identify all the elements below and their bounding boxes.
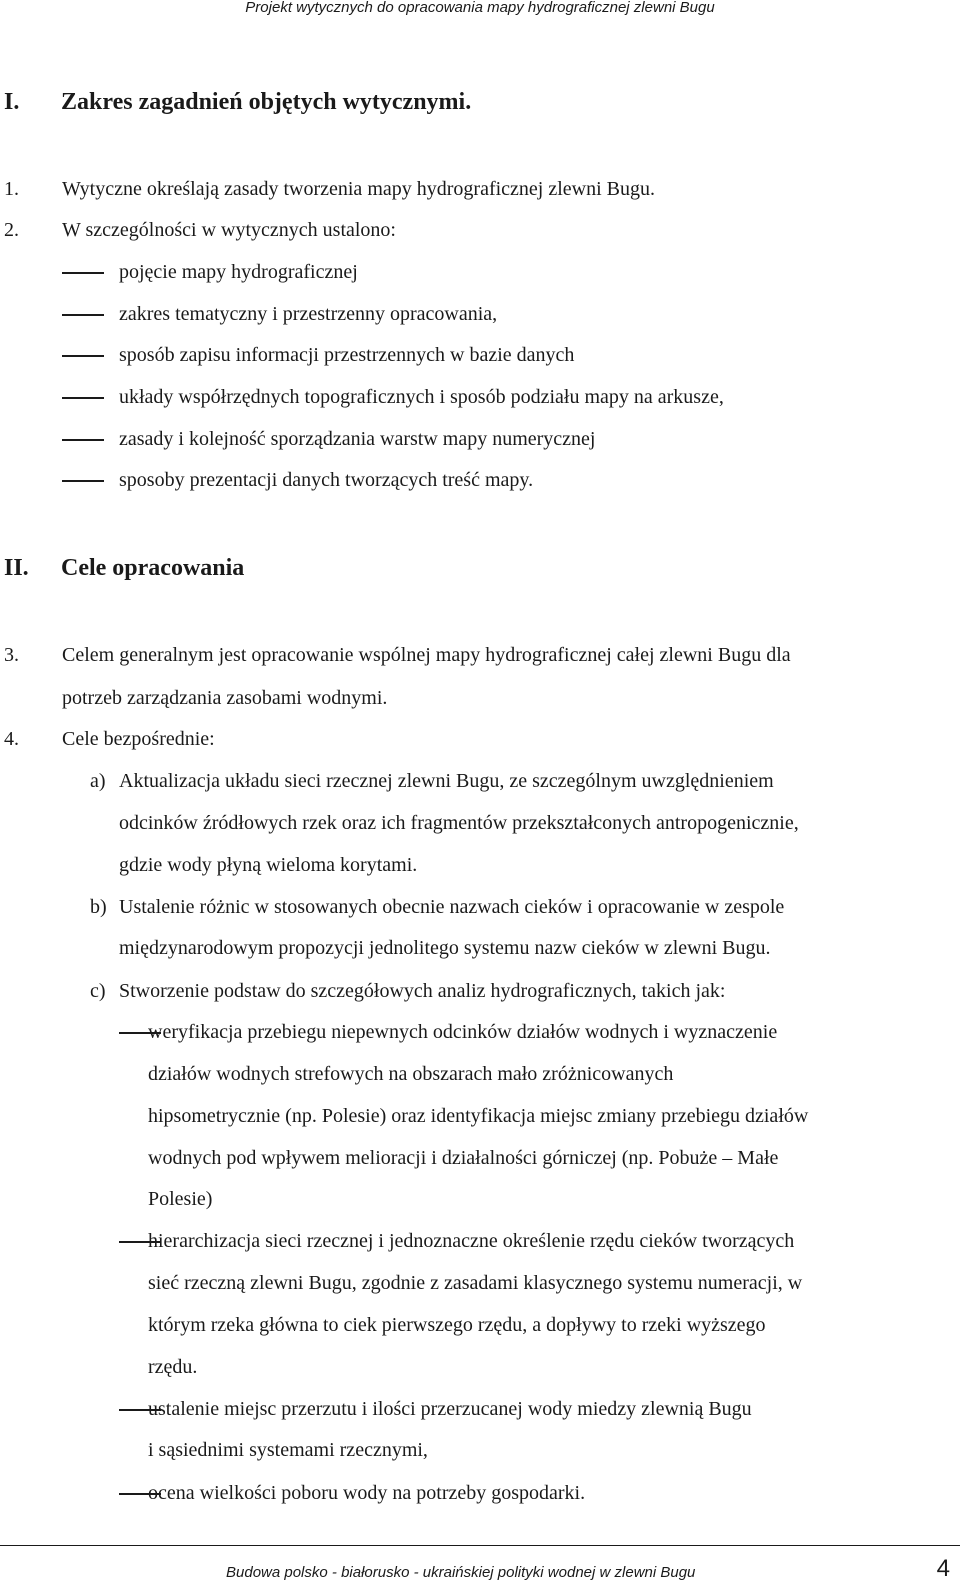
sub-text: międzynarodowym propozycji jednolitego systemu nazw cieków w zlewni Bugu. <box>119 937 771 959</box>
bullet-text: sieć rzeczną zlewni Bugu, zgodnie z zasadami klasycznego systemu numeracji, w <box>148 1272 803 1294</box>
sub-label: a) <box>90 770 106 792</box>
dash-bullet <box>62 272 104 274</box>
section-title: Zakres zagadnień objętych wytycznymi. <box>61 89 472 115</box>
dash-bullet <box>62 439 104 441</box>
sub-text: gdzie wody płyną wieloma korytami. <box>119 854 418 876</box>
bullet-text: pojęcie mapy hydrograficznej <box>119 261 358 283</box>
bullet-text: hipsometrycznie (np. Polesie) oraz identyfikacja miejsc zmiany przebiegu działów <box>148 1105 809 1127</box>
bullet-text: którym rzeka główna to ciek pierwszego rzędu, a dopływy to rzeki wyższego <box>148 1314 766 1336</box>
footer-rule <box>0 1545 960 1546</box>
bullet-text: zakres tematyczny i przestrzenny opracowania, <box>119 303 498 325</box>
bullet-text: ustalenie miejsc przerzutu i ilości przerzucanej wody miedzy zlewnią Bugu <box>148 1398 752 1420</box>
dash-bullet <box>62 480 104 482</box>
running-footer: Budowa polsko - białorusko - ukraińskiej polityki wodnej w zlewni Bugu <box>226 1564 696 1581</box>
item-text: Celem generalnym jest opracowanie wspólnej mapy hydrograficznej całej zlewni Bugu dla <box>62 644 791 666</box>
section-heading-1 <box>4 88 471 116</box>
dash-bullet <box>62 314 104 316</box>
bullet-text: ocena wielkości poboru wody na potrzeby gospodarki. <box>148 1482 586 1504</box>
section-heading-2 <box>4 554 244 582</box>
item-text: potrzeb zarządzania zasobami wodnymi. <box>62 687 388 709</box>
bullet-text: wodnych pod wpływem melioracji i działalności górniczej (np. Pobuże – Małe <box>148 1147 779 1169</box>
running-header: Projekt wytycznych do opracowania mapy hydrograficznej zlewni Bugu <box>245 0 715 16</box>
item-number: 2. <box>4 219 19 241</box>
bullet-text: działów wodnych strefowych na obszarach mało zróżnicowanych <box>148 1063 674 1085</box>
bullet-text: i sąsiednimi systemami rzecznymi, <box>148 1439 428 1461</box>
bullet-text: weryfikacja przebiegu niepewnych odcinków działów wodnych i wyznaczenie <box>148 1021 778 1043</box>
section-number: II. <box>4 555 29 581</box>
bullet-text: układy współrzędnych topograficznych i sposób podziału mapy na arkusze, <box>119 386 724 408</box>
bullet-text: zasady i kolejność sporządzania warstw mapy numerycznej <box>119 428 596 450</box>
item-number: 4. <box>4 728 19 750</box>
sub-text: Stworzenie podstaw do szczegółowych analiz hydrograficznych, takich jak: <box>119 980 726 1002</box>
bullet-text: Polesie) <box>148 1188 213 1210</box>
section-number: I. <box>4 89 20 115</box>
dash-bullet <box>62 355 104 357</box>
bullet-text: sposób zapisu informacji przestrzennych w bazie danych <box>119 344 575 366</box>
item-number: 1. <box>4 178 19 200</box>
bullet-text: rzędu. <box>148 1356 198 1378</box>
item-number: 3. <box>4 644 19 666</box>
sub-label: c) <box>90 980 106 1002</box>
sub-label: b) <box>90 896 107 918</box>
sub-text: Aktualizacja układu sieci rzecznej zlewni Bugu, ze szczególnym uwzględnieniem <box>119 770 774 792</box>
sub-text: odcinków źródłowych rzek oraz ich fragmentów przekształconych antropogenicznie, <box>119 812 799 834</box>
page-number: 4 <box>936 1555 950 1582</box>
item-text: W szczególności w wytycznych ustalono: <box>62 219 396 241</box>
item-text: Wytyczne określają zasady tworzenia mapy hydrograficznej zlewni Bugu. <box>62 178 655 200</box>
section-title: Cele opracowania <box>61 555 245 581</box>
bullet-text: hierarchizacja sieci rzecznej i jednoznaczne określenie rzędu cieków tworzących <box>148 1230 795 1252</box>
sub-text: Ustalenie różnic w stosowanych obecnie nazwach cieków i opracowanie w zespole <box>119 896 785 918</box>
item-text: Cele bezpośrednie: <box>62 728 215 750</box>
bullet-text: sposoby prezentacji danych tworzących treść mapy. <box>119 469 534 491</box>
dash-bullet <box>62 397 104 399</box>
